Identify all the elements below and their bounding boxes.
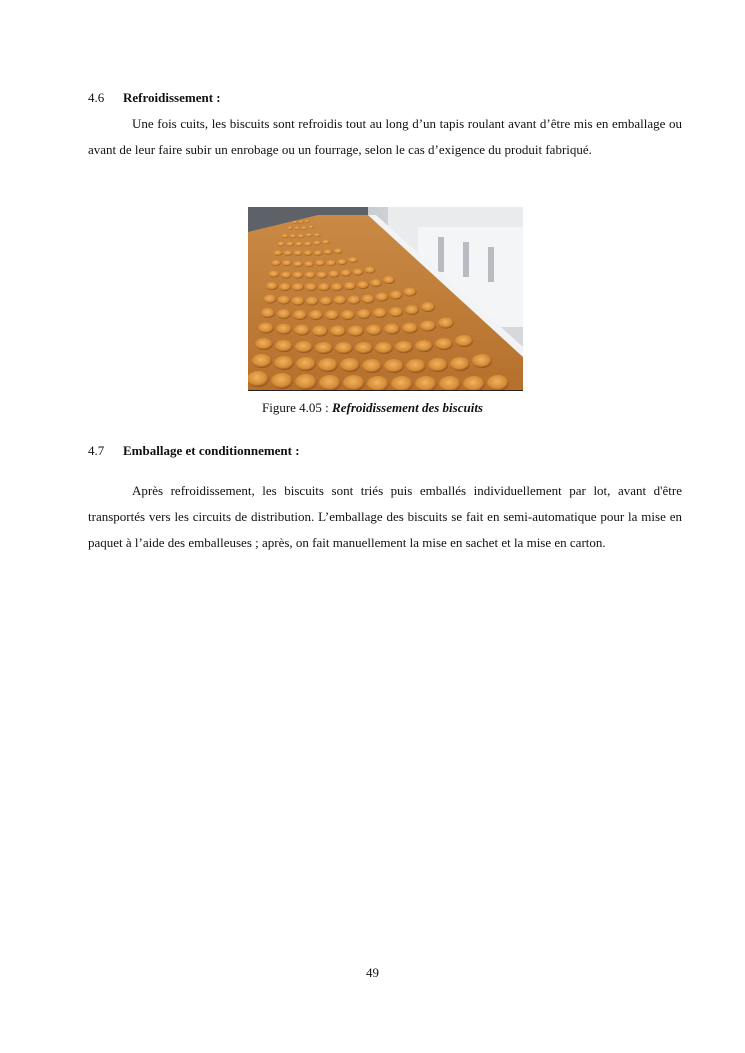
section-title: Emballage et conditionnement : [123,443,300,458]
figure-title: Refroidissement des biscuits [332,400,483,415]
figure-label: Figure 4.05 : [261,400,333,415]
page-number: 49 [366,965,379,980]
biscuit-conveyor-photo [248,207,523,391]
conveyor-image [248,207,523,390]
figure-caption [0,400,745,416]
section-number: 4.7 [88,443,105,458]
paragraph-refroidissement: Une fois cuits, les biscuits sont refroidis tout au long d’un tapis roulant avant d’être mis en emballage ou avant de leur faire subir un enrobage ou un fourrage, selon le cas d’exigence du produit fabriqué. [88,116,682,157]
section-title: Refroidissement : [123,90,221,105]
paragraph-emballage: Après refroidissement, les biscuits sont triés puis emballés individuellement par lot, avant d'être transportés vers les circuits de distribution. L’emballage des biscuits se fait en semi-automatique pour la mise en paquet à l’aide des emballeuses ; après, on fait manuellement la mise en sachet et la mise en carton. [88,483,682,550]
section-heading-4-7 [88,443,300,459]
section-heading-4-6 [88,90,221,106]
section-number: 4.6 [88,90,105,105]
